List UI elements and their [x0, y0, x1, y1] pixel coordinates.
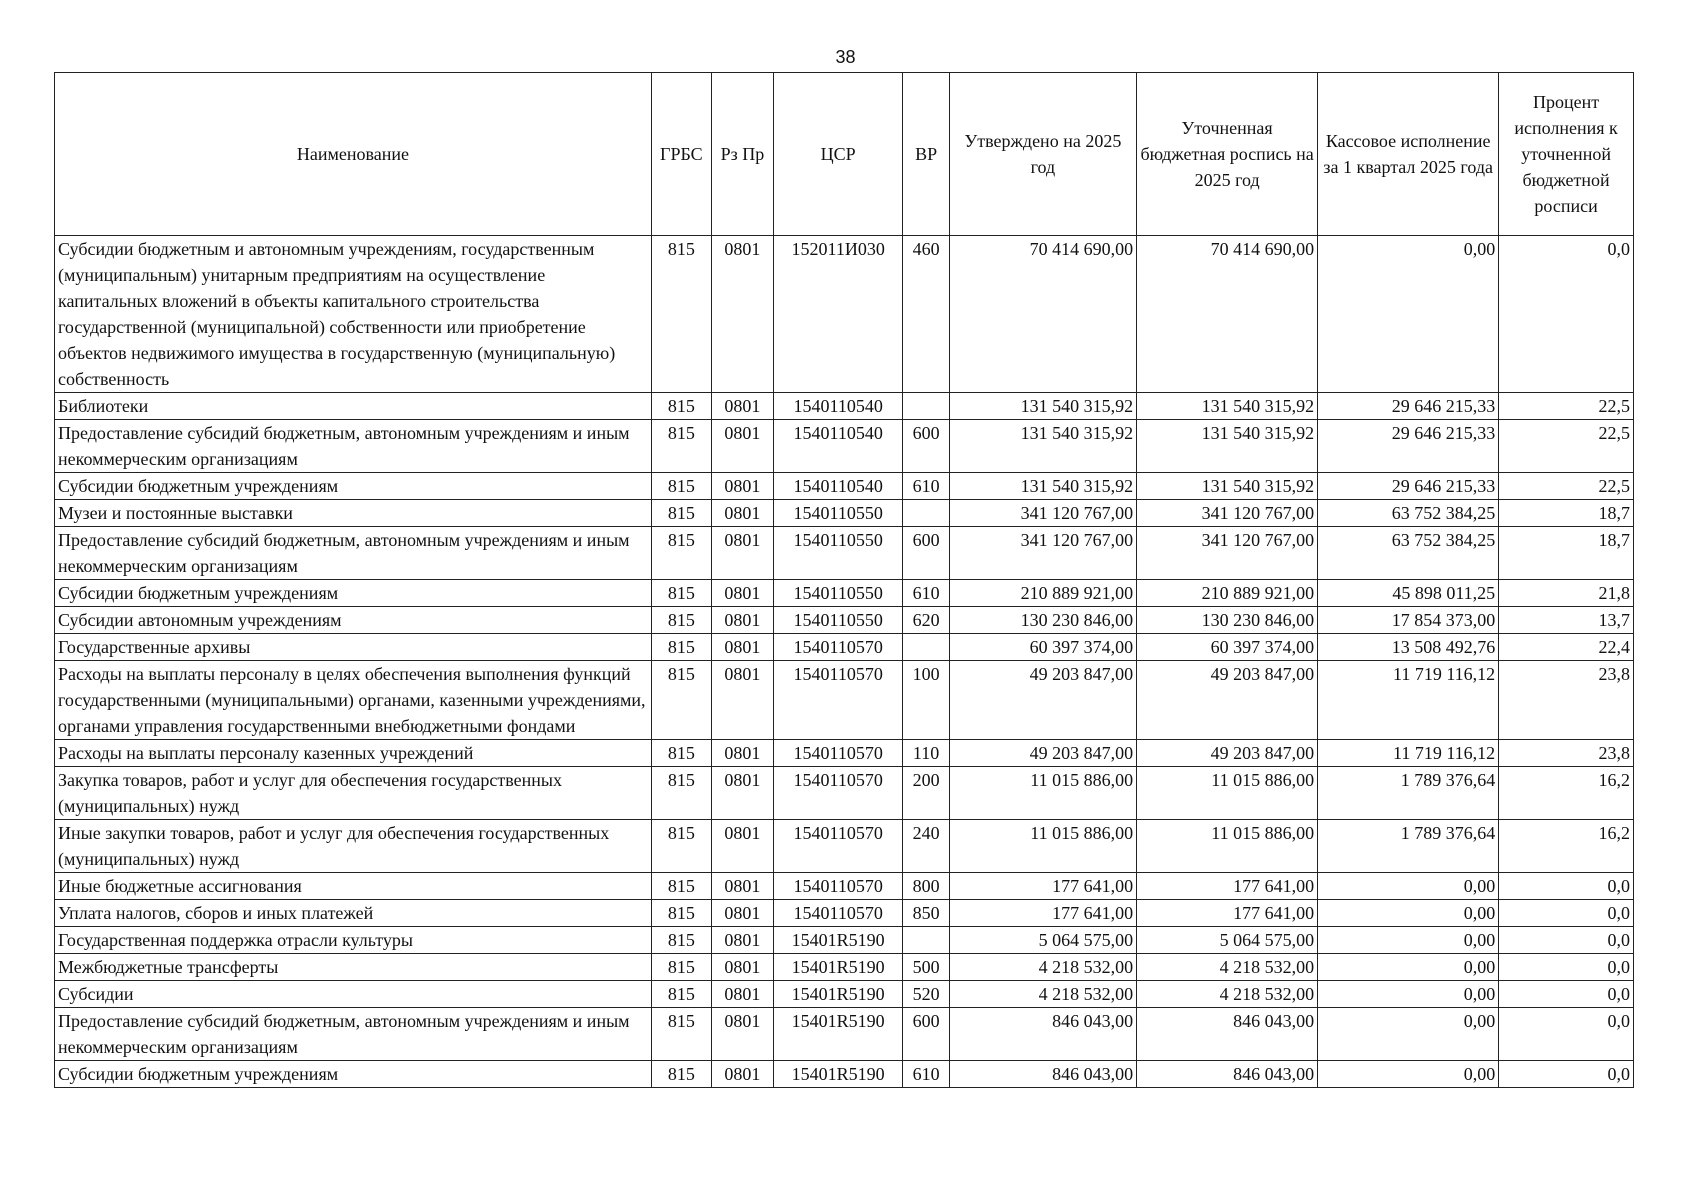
cell-approved: 131 540 315,92 — [949, 420, 1136, 473]
cell-grbs: 815 — [651, 580, 711, 607]
cell-vr: 460 — [903, 236, 949, 393]
cell-rzpr: 0801 — [711, 981, 773, 1008]
cell-csr: 1540110570 — [773, 873, 902, 900]
cell-percent: 0,0 — [1499, 873, 1634, 900]
cell-approved: 70 414 690,00 — [949, 236, 1136, 393]
cell-refined: 5 064 575,00 — [1137, 927, 1318, 954]
cell-cash: 0,00 — [1318, 873, 1499, 900]
cell-rzpr: 0801 — [711, 527, 773, 580]
cell-grbs: 815 — [651, 661, 711, 740]
cell-vr: 200 — [903, 767, 949, 820]
cell-grbs: 815 — [651, 527, 711, 580]
cell-grbs: 815 — [651, 820, 711, 873]
cell-csr: 1540110570 — [773, 634, 902, 661]
cell-name: Субсидии бюджетным учреждениям — [55, 473, 652, 500]
cell-refined: 49 203 847,00 — [1137, 740, 1318, 767]
cell-csr: 1540110570 — [773, 740, 902, 767]
cell-csr: 1540110540 — [773, 473, 902, 500]
page-number: 38 — [835, 47, 856, 67]
cell-csr: 1540110570 — [773, 900, 902, 927]
cell-cash: 0,00 — [1318, 900, 1499, 927]
cell-name: Субсидии бюджетным учреждениям — [55, 580, 652, 607]
column-header-grbs: ГРБС — [651, 73, 711, 236]
cell-approved: 341 120 767,00 — [949, 527, 1136, 580]
cell-grbs: 815 — [651, 634, 711, 661]
cell-approved: 11 015 886,00 — [949, 767, 1136, 820]
column-header-rzpr: Рз Пр — [711, 73, 773, 236]
cell-rzpr: 0801 — [711, 236, 773, 393]
budget-execution-table — [54, 72, 1634, 1088]
cell-rzpr: 0801 — [711, 420, 773, 473]
cell-grbs: 815 — [651, 500, 711, 527]
cell-vr: 500 — [903, 954, 949, 981]
cell-vr: 240 — [903, 820, 949, 873]
cell-refined: 177 641,00 — [1137, 900, 1318, 927]
cell-refined: 4 218 532,00 — [1137, 981, 1318, 1008]
table-row — [55, 393, 1634, 420]
cell-csr: 1540110570 — [773, 820, 902, 873]
table-row — [55, 740, 1634, 767]
cell-cash: 45 898 011,25 — [1318, 580, 1499, 607]
table-row — [55, 236, 1634, 393]
cell-percent: 0,0 — [1499, 927, 1634, 954]
cell-percent: 18,7 — [1499, 500, 1634, 527]
cell-vr — [903, 634, 949, 661]
cell-refined: 130 230 846,00 — [1137, 607, 1318, 634]
cell-approved: 49 203 847,00 — [949, 740, 1136, 767]
cell-rzpr: 0801 — [711, 473, 773, 500]
cell-csr: 1540110550 — [773, 500, 902, 527]
cell-grbs: 815 — [651, 981, 711, 1008]
cell-percent: 0,0 — [1499, 954, 1634, 981]
cell-rzpr: 0801 — [711, 767, 773, 820]
cell-approved: 131 540 315,92 — [949, 393, 1136, 420]
cell-grbs: 815 — [651, 393, 711, 420]
cell-csr: 152011И030 — [773, 236, 902, 393]
cell-csr: 15401R5190 — [773, 981, 902, 1008]
table-row — [55, 1061, 1634, 1088]
cell-vr: 610 — [903, 473, 949, 500]
cell-vr: 100 — [903, 661, 949, 740]
cell-cash: 0,00 — [1318, 1061, 1499, 1088]
cell-grbs: 815 — [651, 607, 711, 634]
cell-csr: 15401R5190 — [773, 1008, 902, 1061]
cell-refined: 131 540 315,92 — [1137, 473, 1318, 500]
cell-rzpr: 0801 — [711, 927, 773, 954]
column-header-refined: Уточненная бюджетная роспись на 2025 год — [1137, 73, 1318, 236]
cell-vr — [903, 927, 949, 954]
cell-percent: 23,8 — [1499, 740, 1634, 767]
cell-grbs: 815 — [651, 740, 711, 767]
cell-percent: 22,5 — [1499, 420, 1634, 473]
cell-approved: 11 015 886,00 — [949, 820, 1136, 873]
column-header-percent: Процент исполнения к уточненной бюджетной росписи — [1499, 73, 1634, 236]
table-row — [55, 873, 1634, 900]
table-body — [55, 236, 1634, 1088]
cell-cash: 17 854 373,00 — [1318, 607, 1499, 634]
cell-cash: 11 719 116,12 — [1318, 661, 1499, 740]
cell-percent: 0,0 — [1499, 900, 1634, 927]
cell-cash: 1 789 376,64 — [1318, 767, 1499, 820]
cell-rzpr: 0801 — [711, 1061, 773, 1088]
table-row — [55, 820, 1634, 873]
cell-grbs: 815 — [651, 473, 711, 500]
cell-vr: 850 — [903, 900, 949, 927]
cell-cash: 0,00 — [1318, 1008, 1499, 1061]
cell-cash: 29 646 215,33 — [1318, 420, 1499, 473]
cell-percent: 0,0 — [1499, 236, 1634, 393]
cell-percent: 21,8 — [1499, 580, 1634, 607]
cell-csr: 15401R5190 — [773, 954, 902, 981]
cell-refined: 177 641,00 — [1137, 873, 1318, 900]
cell-csr: 1540110570 — [773, 767, 902, 820]
column-header-approved: Утверждено на 2025 год — [949, 73, 1136, 236]
cell-refined: 131 540 315,92 — [1137, 393, 1318, 420]
cell-grbs: 815 — [651, 873, 711, 900]
cell-approved: 130 230 846,00 — [949, 607, 1136, 634]
cell-csr: 1540110550 — [773, 527, 902, 580]
cell-rzpr: 0801 — [711, 634, 773, 661]
cell-rzpr: 0801 — [711, 873, 773, 900]
cell-grbs: 815 — [651, 954, 711, 981]
cell-cash: 11 719 116,12 — [1318, 740, 1499, 767]
cell-csr: 15401R5190 — [773, 927, 902, 954]
table-row — [55, 420, 1634, 473]
table-row — [55, 1008, 1634, 1061]
table-row — [55, 527, 1634, 580]
cell-approved: 4 218 532,00 — [949, 954, 1136, 981]
cell-name: Предоставление субсидий бюджетным, автономным учреждениям и иным некоммерческим организациям — [55, 527, 652, 580]
cell-rzpr: 0801 — [711, 900, 773, 927]
cell-percent: 23,8 — [1499, 661, 1634, 740]
cell-csr: 1540110570 — [773, 661, 902, 740]
cell-name: Закупка товаров, работ и услуг для обеспечения государственных (муниципальных) нужд — [55, 767, 652, 820]
cell-grbs: 815 — [651, 767, 711, 820]
cell-vr: 520 — [903, 981, 949, 1008]
cell-grbs: 815 — [651, 1061, 711, 1088]
column-header-vr: ВР — [903, 73, 949, 236]
cell-approved: 4 218 532,00 — [949, 981, 1136, 1008]
cell-rzpr: 0801 — [711, 820, 773, 873]
cell-cash: 0,00 — [1318, 981, 1499, 1008]
table-row — [55, 634, 1634, 661]
table-row — [55, 954, 1634, 981]
cell-percent: 13,7 — [1499, 607, 1634, 634]
cell-name: Иные бюджетные ассигнования — [55, 873, 652, 900]
cell-approved: 177 641,00 — [949, 900, 1136, 927]
cell-cash: 13 508 492,76 — [1318, 634, 1499, 661]
cell-approved: 846 043,00 — [949, 1061, 1136, 1088]
cell-name: Уплата налогов, сборов и иных платежей — [55, 900, 652, 927]
cell-vr — [903, 500, 949, 527]
cell-approved: 210 889 921,00 — [949, 580, 1136, 607]
cell-name: Предоставление субсидий бюджетным, автономным учреждениям и иным некоммерческим организациям — [55, 420, 652, 473]
cell-csr: 1540110540 — [773, 393, 902, 420]
cell-cash: 29 646 215,33 — [1318, 473, 1499, 500]
cell-vr: 110 — [903, 740, 949, 767]
cell-grbs: 815 — [651, 420, 711, 473]
cell-refined: 846 043,00 — [1137, 1008, 1318, 1061]
cell-csr: 1540110540 — [773, 420, 902, 473]
cell-percent: 0,0 — [1499, 1061, 1634, 1088]
cell-refined: 341 120 767,00 — [1137, 527, 1318, 580]
cell-vr: 600 — [903, 527, 949, 580]
cell-vr — [903, 393, 949, 420]
cell-vr: 800 — [903, 873, 949, 900]
cell-name: Межбюджетные трансферты — [55, 954, 652, 981]
table-row — [55, 473, 1634, 500]
cell-rzpr: 0801 — [711, 661, 773, 740]
cell-refined: 70 414 690,00 — [1137, 236, 1318, 393]
cell-vr: 600 — [903, 1008, 949, 1061]
cell-approved: 341 120 767,00 — [949, 500, 1136, 527]
cell-percent: 18,7 — [1499, 527, 1634, 580]
cell-vr: 620 — [903, 607, 949, 634]
cell-rzpr: 0801 — [711, 580, 773, 607]
cell-rzpr: 0801 — [711, 393, 773, 420]
table-row — [55, 661, 1634, 740]
cell-csr: 15401R5190 — [773, 1061, 902, 1088]
cell-refined: 210 889 921,00 — [1137, 580, 1318, 607]
cell-name: Субсидии бюджетным учреждениям — [55, 1061, 652, 1088]
cell-percent: 0,0 — [1499, 981, 1634, 1008]
cell-name: Государственная поддержка отрасли культуры — [55, 927, 652, 954]
cell-percent: 16,2 — [1499, 767, 1634, 820]
table-row — [55, 607, 1634, 634]
cell-cash: 63 752 384,25 — [1318, 500, 1499, 527]
cell-name: Субсидии автономным учреждениям — [55, 607, 652, 634]
cell-name: Иные закупки товаров, работ и услуг для обеспечения государственных (муниципальных) нужд — [55, 820, 652, 873]
cell-cash: 0,00 — [1318, 954, 1499, 981]
cell-approved: 846 043,00 — [949, 1008, 1136, 1061]
cell-percent: 22,5 — [1499, 393, 1634, 420]
cell-vr: 610 — [903, 580, 949, 607]
cell-approved: 60 397 374,00 — [949, 634, 1136, 661]
cell-csr: 1540110550 — [773, 607, 902, 634]
cell-name: Расходы на выплаты персоналу казенных учреждений — [55, 740, 652, 767]
cell-name: Расходы на выплаты персоналу в целях обеспечения выполнения функций государственными (муниципальными) органами, казенными учреждениями, органами управления государственными внебюджетными фондами — [55, 661, 652, 740]
cell-rzpr: 0801 — [711, 500, 773, 527]
table-row — [55, 500, 1634, 527]
cell-vr: 610 — [903, 1061, 949, 1088]
cell-grbs: 815 — [651, 236, 711, 393]
cell-grbs: 815 — [651, 927, 711, 954]
cell-cash: 1 789 376,64 — [1318, 820, 1499, 873]
cell-rzpr: 0801 — [711, 740, 773, 767]
column-header-name: Наименование — [55, 73, 652, 236]
column-header-cash: Кассовое исполнение за 1 квартал 2025 года — [1318, 73, 1499, 236]
table-row — [55, 927, 1634, 954]
cell-cash: 0,00 — [1318, 927, 1499, 954]
column-header-csr: ЦСР — [773, 73, 902, 236]
cell-approved: 177 641,00 — [949, 873, 1136, 900]
cell-cash: 63 752 384,25 — [1318, 527, 1499, 580]
table-row — [55, 767, 1634, 820]
table-row — [55, 580, 1634, 607]
cell-rzpr: 0801 — [711, 607, 773, 634]
cell-name: Музеи и постоянные выставки — [55, 500, 652, 527]
cell-csr: 1540110550 — [773, 580, 902, 607]
cell-name: Библиотеки — [55, 393, 652, 420]
cell-refined: 131 540 315,92 — [1137, 420, 1318, 473]
cell-cash: 0,00 — [1318, 236, 1499, 393]
cell-approved: 49 203 847,00 — [949, 661, 1136, 740]
cell-percent: 22,4 — [1499, 634, 1634, 661]
cell-rzpr: 0801 — [711, 954, 773, 981]
cell-refined: 60 397 374,00 — [1137, 634, 1318, 661]
cell-refined: 11 015 886,00 — [1137, 767, 1318, 820]
cell-name: Субсидии — [55, 981, 652, 1008]
table-row — [55, 981, 1634, 1008]
cell-refined: 49 203 847,00 — [1137, 661, 1318, 740]
cell-name: Государственные архивы — [55, 634, 652, 661]
table-row — [55, 900, 1634, 927]
cell-grbs: 815 — [651, 900, 711, 927]
cell-percent: 0,0 — [1499, 1008, 1634, 1061]
cell-refined: 4 218 532,00 — [1137, 954, 1318, 981]
cell-refined: 846 043,00 — [1137, 1061, 1318, 1088]
cell-grbs: 815 — [651, 1008, 711, 1061]
cell-rzpr: 0801 — [711, 1008, 773, 1061]
cell-vr: 600 — [903, 420, 949, 473]
cell-approved: 131 540 315,92 — [949, 473, 1136, 500]
cell-refined: 11 015 886,00 — [1137, 820, 1318, 873]
table-header-row — [55, 73, 1634, 236]
cell-refined: 341 120 767,00 — [1137, 500, 1318, 527]
cell-percent: 16,2 — [1499, 820, 1634, 873]
cell-percent: 22,5 — [1499, 473, 1634, 500]
cell-approved: 5 064 575,00 — [949, 927, 1136, 954]
cell-cash: 29 646 215,33 — [1318, 393, 1499, 420]
cell-name: Предоставление субсидий бюджетным, автономным учреждениям и иным некоммерческим организациям — [55, 1008, 652, 1061]
cell-name: Субсидии бюджетным и автономным учреждениям, государственным (муниципальным) унитарным предприятиям на осуществление капитальных вложений в объекты капитального строительства государственной (муниципальной) собственности или приобретение объектов недвижимого имущества в государственную (муниципальную) собственность — [55, 236, 652, 393]
